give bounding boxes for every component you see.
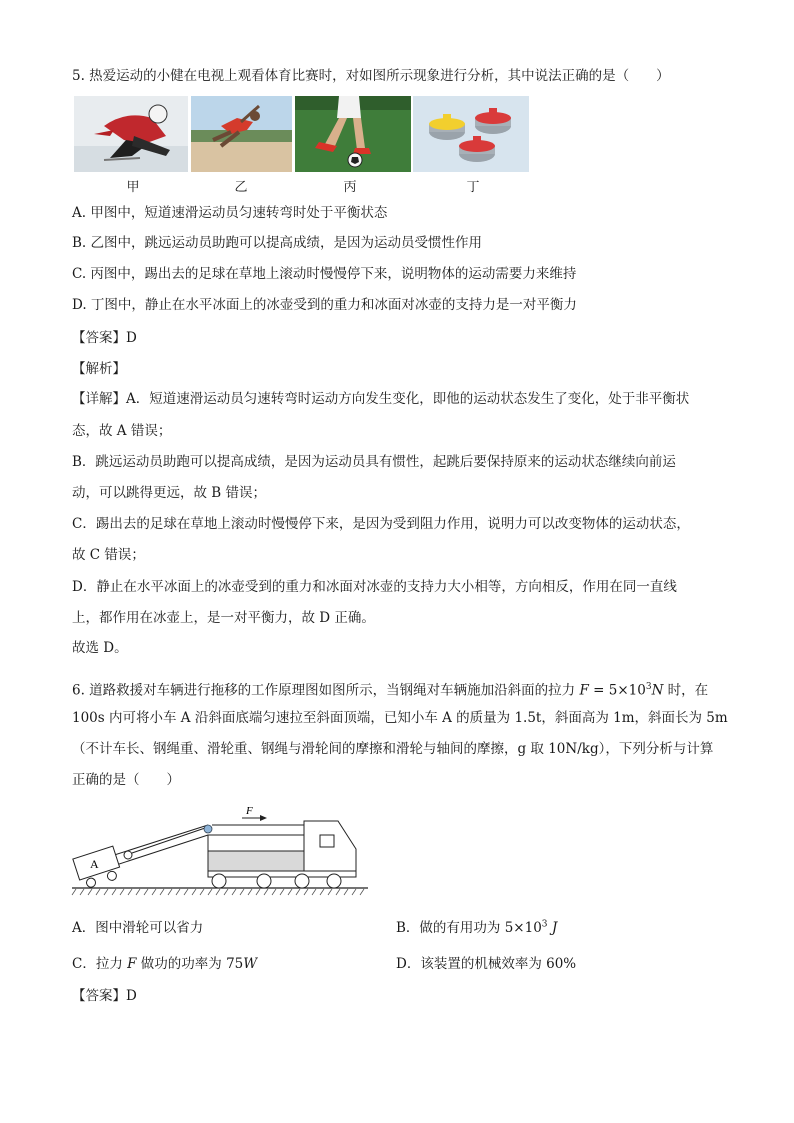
q6-option-d: D．该装置的机械效率为 60% <box>396 956 577 972</box>
exponent: 3 <box>541 919 548 930</box>
q5-detail-line: C．踢出去的足球在草地上滚动时慢慢停下来，是因为受到阻力作用，说明力可以改变物体的运动状态， <box>72 516 690 532</box>
force-label: F <box>246 805 253 817</box>
force-symbol: F <box>579 682 589 699</box>
q5-analysis-title: 【解析】 <box>72 361 126 377</box>
q5-option-d: D. 丁图中，静止在水平冰面上的冰壶受到的重力和冰面对冰壶的支持力是一对平衡力 <box>72 297 577 313</box>
q5-detail-line: 动，可以跳得更远，故 B 错误； <box>72 485 267 501</box>
q6-option-b <box>396 916 557 936</box>
q5-detail-line: 【详解】A．短道速滑运动员匀速转弯时运动方向发生变化，即他的运动状态发生了变化，处于非平衡状 <box>72 391 690 407</box>
photo-curling <box>413 96 529 172</box>
q5-option-a: A. 甲图中，短道速滑运动员匀速转弯时处于平衡状态 <box>72 205 388 221</box>
q5-stem: 5. 热爱运动的小健在电视上观看体育比赛时，对如图所示现象进行分析，其中说法正确的是（ ） <box>72 68 670 84</box>
q5-detail-line: 态，故 A 错误； <box>72 423 172 439</box>
exponent: 3 <box>645 682 652 692</box>
caption-yi: 乙 <box>234 180 248 195</box>
q6-stem-line-2: 100s 内可将小车 A 沿斜面底端匀速拉至斜面顶端，已知小车 A 的质量为 1.5t，斜面高为 1m，斜面长为 5m <box>72 710 728 726</box>
unit-symbol: N <box>651 682 664 699</box>
photo-long-jump <box>191 96 292 172</box>
caption-ding: 丁 <box>466 180 480 195</box>
photo-soccer <box>295 96 411 172</box>
q6-option-c <box>72 952 257 972</box>
q5-detail-line: B．跳远运动员助跑可以提高成绩，是因为运动员具有惯性，起跳后要保持原来的运动状态继续向前运 <box>72 454 676 470</box>
q5-option-c: C. 丙图中，踢出去的足球在草地上滚动时慢慢停下来，说明物体的运动需要力来维持 <box>72 266 577 282</box>
force-symbol: F <box>127 956 137 972</box>
unit-symbol: W <box>243 956 258 972</box>
unit-symbol: J <box>547 920 558 936</box>
q5-answer: 【答案】D <box>72 330 137 346</box>
q6-stem-text: 时，在 <box>663 682 709 699</box>
pulley <box>204 825 212 833</box>
q6-stem-text: = 5×10 <box>588 682 646 699</box>
q6-stem-text: 6. 道路救援对车辆进行拖移的工作原理图如图所示，当钢绳对车辆施加沿斜面的拉力 <box>72 682 580 699</box>
q6-option-c-text: 做功的功率为 75 <box>136 956 244 972</box>
photo-speed-skating <box>74 96 188 172</box>
q6-option-a: A．图中滑轮可以省力 <box>72 920 204 936</box>
caption-bing: 丙 <box>343 180 357 195</box>
q6-stem-line-3: （不计车长、钢绳重、滑轮重、钢绳与滑轮间的摩擦和滑轮与轴间的摩擦，g 取 10N/kg），下列分析与计算 <box>72 741 714 757</box>
q5-detail-line: 上，都作用在冰壶上，是一对平衡力，故 D 正确。 <box>72 610 375 626</box>
q6-stem-line-1 <box>72 677 708 701</box>
q5-detail-line: 故 C 错误； <box>72 547 145 563</box>
q6-option-b-text: B．做的有用功为 5×10 <box>396 920 542 936</box>
q5-option-b: B. 乙图中，跳远运动员助跑可以提高成绩，是因为运动员受惯性作用 <box>72 235 483 251</box>
q6-option-c-text: C．拉力 <box>72 956 128 972</box>
q6-answer: 【答案】D <box>72 988 137 1004</box>
car-a-label: A <box>90 857 99 871</box>
q5-detail-line: D．静止在水平冰面上的冰壶受到的重力和冰面对冰壶的支持力大小相等，方向相反，作用在同一直线 <box>72 579 677 595</box>
tow-truck-diagram <box>70 805 370 900</box>
q6-stem-line-4: 正确的是（ ） <box>72 772 180 788</box>
q5-detail-line: 故选 D。 <box>72 640 128 656</box>
caption-jia: 甲 <box>126 180 140 195</box>
